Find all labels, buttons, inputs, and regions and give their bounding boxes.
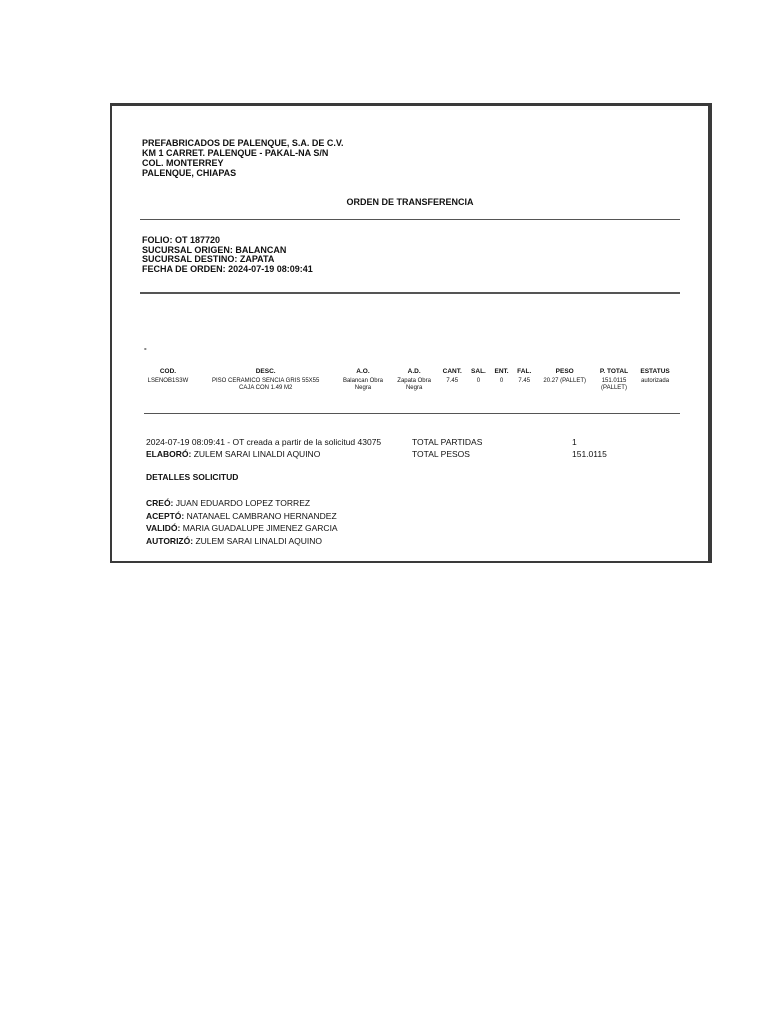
col-header-ao: A.O. bbox=[356, 368, 370, 375]
divider-bottom bbox=[144, 413, 680, 414]
order-info bbox=[142, 236, 313, 274]
signatures bbox=[146, 497, 338, 548]
elaboro-label: ELABORÓ: bbox=[146, 449, 192, 459]
cell-ao-line2: Negra bbox=[354, 385, 372, 391]
autorizo-label: AUTORIZÓ: bbox=[146, 536, 194, 547]
dash-mark: - bbox=[144, 344, 147, 353]
transfer-order-document bbox=[110, 103, 712, 563]
cell-peso: 20.27 (PALLET) bbox=[543, 378, 586, 384]
fecha-orden: FECHA DE ORDEN: 2024-07-19 08:09:41 bbox=[142, 263, 313, 274]
valido-value: MARIA GUADALUPE JIMENEZ GARCIA bbox=[182, 523, 338, 534]
cell-ad-line1: Zapata Obra bbox=[397, 378, 431, 384]
cell-estatus: autorizada bbox=[641, 378, 670, 384]
divider-top bbox=[140, 219, 680, 220]
folio: FOLIO: OT 187720 bbox=[142, 235, 221, 245]
cell-ptotal-line1: 151.0115 bbox=[601, 378, 627, 384]
cell-ao bbox=[335, 378, 390, 392]
col-header-ad: A.D. bbox=[407, 368, 421, 375]
details-heading: DETALLES SOLICITUD bbox=[146, 472, 239, 482]
col-header-fal: FAL. bbox=[517, 368, 532, 375]
col-header-cant: CANT. bbox=[442, 368, 462, 375]
cell-ptotal-line2: (PALLET) bbox=[601, 385, 627, 391]
company-name: PREFABRICADOS DE PALENQUE, S.A. DE C.V. bbox=[142, 138, 344, 148]
creo-value: JUAN EDUARDO LOPEZ TORREZ bbox=[175, 498, 311, 508]
company-header bbox=[142, 138, 344, 178]
order-log: 2024-07-19 08:09:41 - OT creada a partir de la solicitud 43075 bbox=[146, 437, 382, 447]
total-partidas-label: TOTAL PARTIDAS bbox=[412, 437, 483, 447]
col-header-cod: COD. bbox=[159, 368, 177, 375]
sucursal-origen: SUCURSAL ORIGEN: BALANCAN bbox=[142, 244, 287, 255]
company-address-line2: COL. MONTERREY bbox=[142, 158, 224, 168]
col-header-desc: DESC. bbox=[255, 368, 276, 375]
sucursal-destino: SUCURSAL DESTINO: ZAPATA bbox=[142, 254, 275, 264]
col-header-peso: PESO bbox=[555, 368, 574, 375]
footer-left bbox=[146, 436, 381, 460]
col-header-ent: ENT. bbox=[494, 368, 509, 375]
table-header-row bbox=[140, 368, 676, 378]
totals-labels bbox=[412, 436, 482, 460]
autorizo-line bbox=[146, 535, 338, 548]
elaboro-value: ZULEM SARAI LINALDI AQUINO bbox=[193, 449, 321, 459]
cell-ptotal bbox=[594, 378, 634, 392]
cell-ad-line2: Negra bbox=[405, 385, 423, 391]
document-title: ORDEN DE TRANSFERENCIA bbox=[346, 197, 474, 207]
cell-desc bbox=[196, 378, 335, 392]
creo-label: CREÓ: bbox=[146, 498, 174, 508]
cell-desc-line1: PISO CERAMICO SENCIA GRIS 55X55 bbox=[211, 378, 320, 384]
acepto-value: NATANAEL CAMBRANO HERNANDEZ bbox=[186, 510, 337, 521]
cell-ad bbox=[391, 378, 438, 392]
totals-values bbox=[572, 436, 607, 460]
cell-sal: 0 bbox=[476, 378, 481, 384]
items-table bbox=[140, 368, 676, 392]
acepto-label: ACEPTÓ: bbox=[146, 510, 185, 521]
total-pesos-value: 151.0115 bbox=[572, 449, 607, 459]
total-partidas-value: 1 bbox=[572, 437, 577, 447]
company-city: PALENQUE, CHIAPAS bbox=[142, 168, 237, 178]
acepto-line bbox=[146, 510, 338, 523]
creo-line bbox=[146, 497, 338, 510]
col-header-estatus: ESTATUS bbox=[640, 368, 670, 375]
col-header-sal: SAL. bbox=[471, 368, 486, 375]
cell-cant: 7.45 bbox=[446, 378, 459, 384]
cell-desc-line2: CAJA CON 1.49 M2 bbox=[239, 385, 293, 391]
table-row bbox=[140, 378, 676, 392]
cell-ao-line1: Balancan Obra bbox=[342, 378, 383, 384]
company-address-line1: KM 1 CARRET. PALENQUE - PAKAL-NA S/N bbox=[142, 148, 329, 158]
elaboro-line bbox=[146, 448, 381, 460]
col-header-ptotal: P. TOTAL bbox=[599, 368, 629, 375]
cell-fal: 7.45 bbox=[518, 378, 531, 384]
valido-line bbox=[146, 522, 338, 535]
total-pesos-label: TOTAL PESOS bbox=[412, 449, 470, 459]
autorizo-value: ZULEM SARAI LINALDI AQUINO bbox=[195, 536, 323, 547]
valido-label: VALIDÓ: bbox=[146, 523, 181, 534]
cell-cod: LSENOB1S3W bbox=[147, 378, 189, 384]
cell-ent: 0 bbox=[499, 378, 504, 384]
divider-middle bbox=[140, 292, 680, 294]
